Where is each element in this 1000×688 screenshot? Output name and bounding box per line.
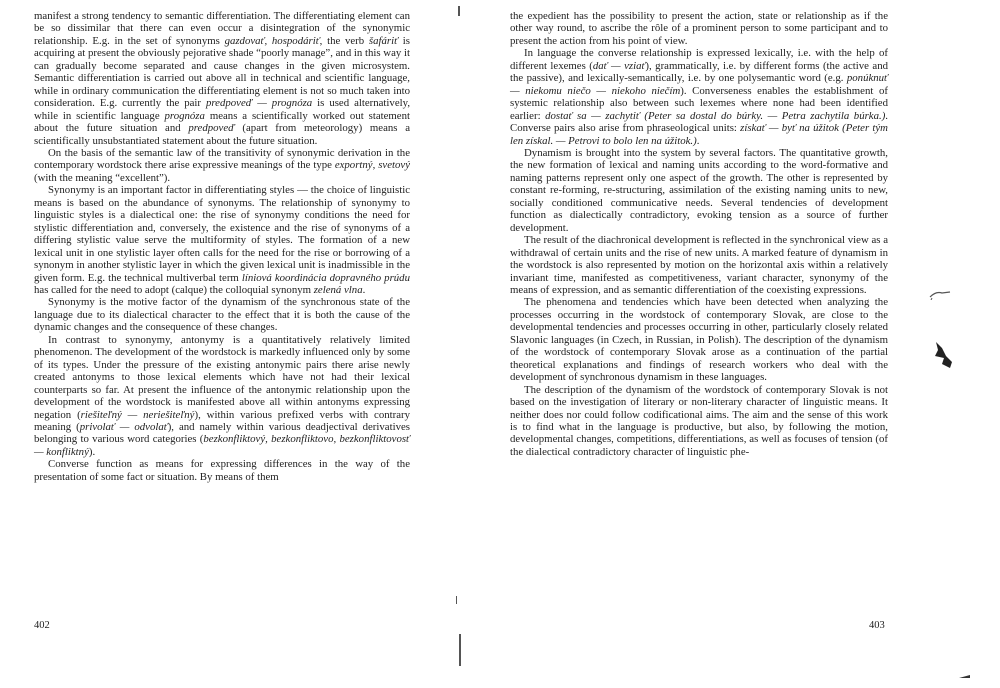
- text-run: Dynamism is brought into the system by several factors. The quantitative growth, the new formation of lexical and naming units according to the word-formative and naming patterns represent only one aspect of the growth. The other is represented by constant re-forming, re-structuring, assimilation of the existing naming units to new, socially conditioned communicative needs. Several tendencies of development function as dialectically contradictory, evoking tension as a source of further development.: [510, 146, 888, 234]
- text-run: The phenomena and tendencies which have been detected when analyzing the processes occurring in the wordstock of contemporary Slovak, are close to the developmental tendencies and processes occurring in other, particularly closely related Slavonic languages (in Czech, in Russian, in Polish). The description of the dynamism of the wordstock of contemporary Slovak arose as a continuation of the partial theoretical explanations and findings of research workers who deal with the development of synchronous dynamism in these languages.: [510, 296, 888, 384]
- text-run: .: [362, 283, 366, 296]
- paragraph: [34, 10, 410, 147]
- paragraph: [510, 384, 888, 459]
- paragraph: [510, 10, 888, 47]
- left-page-number: 402: [34, 620, 50, 631]
- text-run: ).: [88, 445, 96, 458]
- italic-term: predpoveď: [188, 122, 235, 135]
- italic-term: dať — vziať: [592, 59, 646, 72]
- text-run: means a scientifically worked out statement about the future situation and: [34, 109, 410, 135]
- paragraph: [510, 234, 888, 296]
- text-run: In language the converse relationship is expressed lexically, i.e. with the help of different lexemes (: [510, 47, 888, 72]
- paragraph: [34, 296, 410, 333]
- text-run: Converse function as means for expressing differences in the way of the presentation of some fact or situation. By means of them: [34, 458, 410, 483]
- paragraph: [510, 296, 888, 383]
- italic-term: bezkonfliktový, bezkonfliktovo, bezkonfliktovosť — konfliktný: [34, 433, 410, 458]
- text-run: (with the meaning “excellent”).: [34, 171, 171, 184]
- italic-term: riešiteľný — neriešiteľný: [80, 408, 195, 421]
- text-run: (apart from meteorology) means a scientifically unsubstantiated statement about the future situation.: [34, 122, 410, 147]
- text-run: The description of the dynamism of the wordstock of contemporary Slovak is not based on the investigation of literary or non-literary character of linguistic means. It neither does nor could follow codificational aims. The aim and the sense of this work is to find what in the language is productive, but also, by following the motion, developmental changes, competitions, differentiations, as well as focuses of tension (of the dialectical contradictory character of linguistic phe-: [510, 383, 888, 458]
- paragraph: [34, 334, 410, 459]
- right-page-text: [510, 10, 888, 458]
- italic-term: šafáriť: [368, 34, 399, 47]
- scan-debris-middle: [932, 340, 954, 370]
- text-run: On the basis of the semantic law of the transitivity of synonymic derivation in the contemporary wordstock there arise expressive meanings of the type: [34, 146, 410, 172]
- paragraph: [510, 47, 888, 147]
- gutter-mark-mid: [456, 596, 457, 604]
- italic-term: predpoveď — prognóza: [205, 97, 313, 110]
- left-page-text: [34, 10, 410, 483]
- text-run: .: [696, 134, 700, 147]
- text-run: In contrast to synonymy, antonymy is a quantitatively relatively limited phenomenon. The development of the wordstock is markedly influenced only by some of its types. Under the pressure of the existing antonymic pairs there arise newly created antonyms to those lexical elements which have not had their lexical counterparts so far. At present the influence of the antonymic relationship upon the development of the wordstock is manifested above all within antonyms expressing negation (: [34, 333, 410, 421]
- text-run: manifest a strong tendency to semantic differentiation. The differentiating element can be so dissimilar that there can even occur a disintegration of the synonymic relationship. E.g. in the set of synonyms: [34, 10, 410, 47]
- text-run: ), and namely within various deadjectival derivatives belonging to various word categories (: [34, 420, 410, 446]
- italic-term: prognóza: [164, 109, 205, 122]
- text-run: Synonymy is an important factor in differentiating styles — the choice of linguistic means is based on the abundance of synonyms. The relationship of synonymy to linguistic styles is a dialectical one: the rise of synonymy conditions the need for stylistic differentiation and, conversely, the existence and the rise of synonyms of a differing stylistic value serve the multiformity of styles. The formation of a new lexical unit in one stylistic layer often calls for the need for the rise or borrowing of a synonym in another stylistic layer in which the given lexical unit is inadmissible in the given form. E.g. the technical multiverbal term: [34, 184, 410, 284]
- text-run: ). Converseness enables the establishment of systemic relationship also between such lexemes where none had been identified earlier:: [510, 84, 888, 122]
- text-run: ), within various prefixed verbs with contrary meaning (: [34, 408, 411, 433]
- text-run: ), grammatically, i.e. by different forms (the active and the passive), and lexically-semantically, i.e. by one polysemantic word (e.g.: [510, 59, 889, 85]
- italic-term: ponúknuť — niekomu niečo — niekoho niečím: [510, 72, 888, 97]
- italic-term: gazdovať, hospodáriť: [224, 34, 320, 47]
- italic-term: líniová koordinácia dopravného prúdu: [241, 271, 410, 284]
- right-page-number: 403: [869, 620, 885, 631]
- text-run: , the verb: [319, 34, 369, 47]
- gutter-mark-bottom: [459, 634, 461, 666]
- scan-debris-bottom: [958, 672, 972, 680]
- paragraph: [34, 184, 410, 296]
- paragraph: [34, 147, 410, 184]
- text-run: Synonymy is the motive factor of the dynamism of the synchronous state of the language due to its dialectical character to the effect that it is both the cause of the dynamic changes and the consequence of these changes.: [34, 296, 410, 334]
- gutter-mark-top: [458, 6, 460, 16]
- text-run: is acquiring at present the obviously pejorative shade “poorly manage”, and in this way it can gradually become separated and cause changes in the given microsystem. Semantic differentiation is carried out above all in technical and scientific language, while in ordinary communication the differentiating element is not so much taken into consideration. E.g. currently the pair: [34, 34, 410, 110]
- text-run: is used alternatively, while in scientific language: [34, 97, 411, 122]
- paragraph: [34, 458, 410, 483]
- paragraph: [510, 147, 888, 234]
- italic-term: dostať sa — zachytiť (Peter sa dostal do búrky. — Petra zachytila búrka.): [545, 109, 886, 122]
- text-run: . Converse pairs also arise from phraseological units:: [510, 109, 888, 135]
- text-run: The result of the diachronical development is reflected in the synchronical view as a withdrawal of certain units and the rise of new units. A marked feature of dynamism in the wordstock is also represented by motion on the horizontal axis within a relatively invariant time, manifested as competitiveness, variant character, synonymy of the means of expression, and as semantic differentiation of the coexisting expressions.: [510, 234, 888, 296]
- scan-debris-top: [928, 288, 954, 300]
- italic-term: exportný, svetový: [334, 159, 410, 172]
- italic-term: privolať — odvolať: [79, 420, 168, 433]
- text-run: the expedient has the possibility to present the action, state or relationship as if the other way round, to ascribe the rôle of a prominent person to some participant and to present the action from his point of view.: [510, 10, 888, 47]
- italic-term: zelená vlna: [313, 283, 363, 296]
- italic-term: získať — byť na úžitok (Peter tým len získal. — Petrovi to bolo len na úžitok.): [510, 122, 888, 147]
- text-run: has called for the need to adopt (calque) the colloquial synonym: [34, 283, 314, 296]
